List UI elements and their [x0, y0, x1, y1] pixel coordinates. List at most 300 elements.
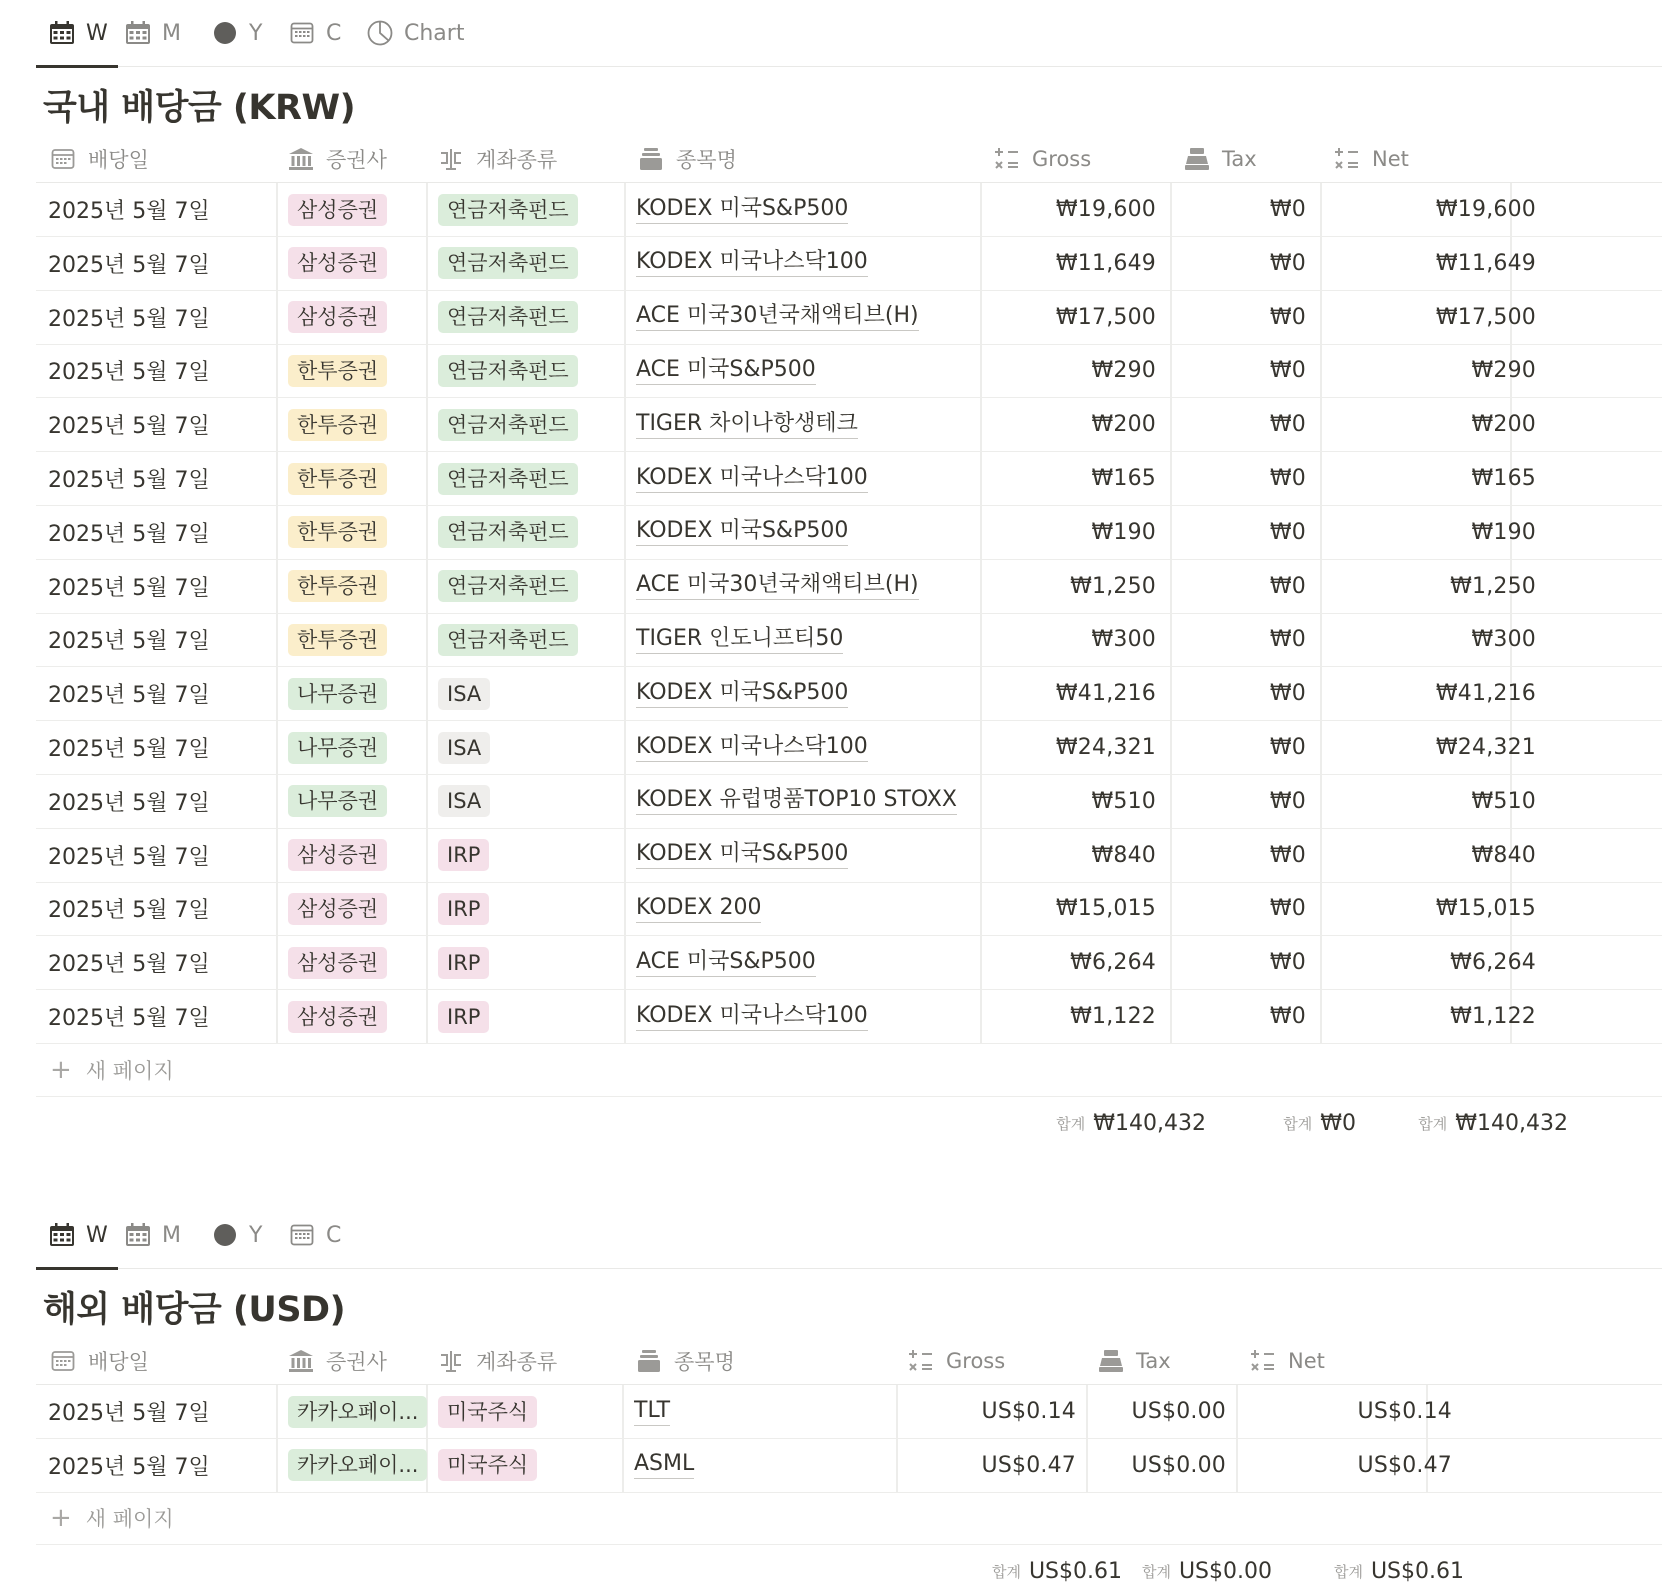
bank-icon: [286, 146, 316, 172]
cell-broker[interactable]: [288, 1385, 433, 1438]
gross-value: ₩190: [1091, 519, 1156, 545]
calendar-grid-icon: [288, 1221, 316, 1249]
header-name[interactable]: [636, 136, 737, 182]
tab-month[interactable]: [124, 1216, 181, 1254]
header-label: 증권사: [326, 148, 387, 172]
tab-chart[interactable]: [366, 14, 464, 52]
cell-date[interactable]: [48, 183, 278, 236]
cell-account[interactable]: [438, 1385, 628, 1438]
sum-net[interactable]: [1336, 1098, 1568, 1148]
net-value: ₩11,649: [1435, 250, 1536, 276]
header-tax[interactable]: [1182, 136, 1257, 182]
cell-net[interactable]: [1326, 560, 1536, 613]
cell-tax[interactable]: [1176, 344, 1306, 397]
tab-year[interactable]: [211, 14, 262, 52]
header-gross[interactable]: [906, 1338, 1005, 1384]
cell-name[interactable]: [636, 882, 986, 935]
broker-tag: 삼성증권: [288, 1001, 387, 1033]
account-tag: 연금저축펀드: [438, 516, 578, 548]
column-divider: [1170, 452, 1172, 505]
column-divider: [1170, 829, 1172, 882]
stock-name-link: KODEX 미국S&P500: [636, 841, 848, 869]
gross-value: ₩11,649: [1055, 250, 1156, 276]
stock-name-link: KODEX 미국S&P500: [636, 518, 848, 546]
header-net[interactable]: [1248, 1338, 1325, 1384]
cell-account[interactable]: [438, 667, 628, 720]
cell-tax[interactable]: [1176, 452, 1306, 505]
header-label: 배당일: [88, 1350, 149, 1374]
cell-account[interactable]: [438, 291, 628, 344]
circle-icon: [211, 19, 239, 47]
sum-tax[interactable]: [1086, 1546, 1272, 1596]
summary-row: [36, 1098, 1662, 1148]
cell-tax[interactable]: [1176, 237, 1306, 290]
column-divider: [1170, 882, 1172, 935]
stack-icon: [634, 1348, 664, 1374]
cell-date[interactable]: [48, 721, 278, 774]
cell-name[interactable]: [634, 1385, 894, 1438]
cell-name[interactable]: [636, 452, 986, 505]
table-row[interactable]: [36, 775, 1662, 829]
date-text: 2025년 5월 7일: [48, 898, 210, 924]
cell-date[interactable]: [48, 936, 278, 989]
new-page-label: 새 페이지: [85, 1059, 174, 1083]
date-text: 2025년 5월 7일: [48, 683, 210, 709]
column-divider: [1086, 1385, 1088, 1438]
cell-net[interactable]: [1326, 183, 1536, 236]
cell-account[interactable]: [438, 237, 628, 290]
cell-tax[interactable]: [1176, 775, 1306, 828]
stock-name-link: TLT: [634, 1398, 670, 1426]
cell-account[interactable]: [438, 560, 628, 613]
table-row[interactable]: [36, 291, 1662, 345]
account-tag: 연금저축펀드: [438, 463, 578, 495]
gross-value: US$0.47: [981, 1452, 1076, 1478]
date-text: 2025년 5월 7일: [48, 629, 210, 655]
cell-broker[interactable]: [288, 936, 433, 989]
cell-name[interactable]: [636, 829, 986, 882]
cell-broker[interactable]: [288, 1439, 433, 1492]
cell-date[interactable]: [48, 1439, 278, 1492]
broker-tag: 한투증권: [288, 516, 387, 548]
net-value: ₩190: [1471, 519, 1536, 545]
cell-name[interactable]: [636, 560, 986, 613]
cell-name[interactable]: [636, 344, 986, 397]
tab-label: C: [326, 20, 342, 46]
table-row[interactable]: [36, 667, 1662, 721]
account-tag: IRP: [438, 839, 489, 871]
cell-tax[interactable]: [1176, 990, 1306, 1043]
header-broker[interactable]: [286, 136, 387, 182]
cell-tax[interactable]: [1176, 560, 1306, 613]
cell-net[interactable]: [1326, 721, 1536, 774]
cell-tax[interactable]: [1176, 667, 1306, 720]
header-date[interactable]: [48, 1338, 149, 1384]
cell-name[interactable]: [636, 936, 986, 989]
broker-tag: 삼성증권: [288, 301, 387, 333]
table-row[interactable]: [36, 990, 1662, 1044]
stock-name-link: TIGER 차이나항생테크: [636, 411, 858, 439]
cell-net[interactable]: [1326, 506, 1536, 559]
date-text: 2025년 5월 7일: [48, 252, 210, 278]
tax-value: ₩0: [1269, 735, 1306, 760]
cell-broker[interactable]: [288, 775, 433, 828]
cell-gross[interactable]: [902, 1385, 1076, 1438]
sum-value: ₩140,432: [1455, 1110, 1568, 1136]
table-row[interactable]: [36, 506, 1662, 560]
new-page-label: 새 페이지: [85, 1507, 174, 1531]
date-text: 2025년 5월 7일: [48, 199, 210, 224]
header-gross[interactable]: [992, 136, 1091, 182]
cell-name[interactable]: [636, 398, 986, 451]
cell-gross[interactable]: [986, 721, 1156, 774]
cell-tax[interactable]: [1176, 398, 1306, 451]
broker-tag: 삼성증권: [288, 839, 387, 871]
cell-tax[interactable]: [1176, 291, 1306, 344]
sum-value: ₩0: [1320, 1110, 1356, 1136]
cell-net[interactable]: [1326, 398, 1536, 451]
cell-net[interactable]: [1326, 667, 1536, 720]
cell-net[interactable]: [1326, 882, 1536, 935]
cell-tax[interactable]: [1176, 183, 1306, 236]
calendar-icon: [48, 146, 78, 172]
cell-date[interactable]: [48, 506, 278, 559]
broker-tag: 나무증권: [288, 785, 387, 817]
cell-gross[interactable]: [986, 291, 1156, 344]
cell-tax[interactable]: [1176, 506, 1306, 559]
header-label: Tax: [1136, 1349, 1171, 1373]
cell-net[interactable]: [1326, 613, 1536, 666]
cell-broker[interactable]: [288, 398, 433, 451]
pie-chart-icon: [366, 19, 394, 47]
formula-icon: [992, 146, 1022, 172]
broker-tag: 삼성증권: [288, 893, 387, 925]
cell-date[interactable]: [48, 775, 278, 828]
tab-week[interactable]: [48, 1216, 108, 1254]
date-text: 2025년 5월 7일: [48, 306, 210, 332]
gross-value: ₩17,500: [1055, 304, 1156, 330]
column-divider: [1170, 344, 1172, 397]
cell-broker[interactable]: [288, 990, 433, 1043]
date-text: 2025년 5월 7일: [48, 952, 210, 978]
column-divider: [1086, 1439, 1088, 1492]
tab-week[interactable]: [48, 14, 108, 52]
header-account[interactable]: [436, 1338, 557, 1384]
cell-gross[interactable]: [986, 936, 1156, 989]
cell-broker[interactable]: [288, 506, 433, 559]
cell-tax[interactable]: [1092, 1385, 1226, 1438]
cell-account[interactable]: [438, 775, 628, 828]
sum-net[interactable]: [1256, 1546, 1464, 1596]
column-divider: [1236, 1385, 1238, 1438]
column-divider: [1320, 452, 1322, 505]
cell-date[interactable]: [48, 291, 278, 344]
cell-gross[interactable]: [986, 560, 1156, 613]
cell-date[interactable]: [48, 882, 278, 935]
column-divider: [1170, 990, 1172, 1043]
net-value: ₩41,216: [1435, 681, 1536, 707]
tab-year[interactable]: [211, 1216, 262, 1254]
cell-account[interactable]: [438, 506, 628, 559]
cell-broker[interactable]: [288, 183, 433, 236]
cell-account[interactable]: [438, 183, 628, 236]
tab-label: Chart: [404, 20, 465, 46]
stock-name-link: ACE 미국30년국채액티브(H): [636, 572, 919, 600]
cell-net[interactable]: [1326, 936, 1536, 989]
cell-date[interactable]: [48, 667, 278, 720]
table-row[interactable]: [36, 882, 1662, 936]
cell-account[interactable]: [438, 882, 628, 935]
column-divider: [1236, 1439, 1238, 1492]
cell-gross[interactable]: [986, 882, 1156, 935]
cell-name[interactable]: [634, 1439, 894, 1492]
cell-broker[interactable]: [288, 882, 433, 935]
header-label: 종목명: [676, 148, 737, 172]
date-text: 2025년 5월 7일: [48, 468, 210, 493]
cell-gross[interactable]: [986, 452, 1156, 505]
cell-broker[interactable]: [288, 613, 433, 666]
cell-name[interactable]: [636, 990, 986, 1043]
cell-date[interactable]: [48, 829, 278, 882]
circle-icon: [211, 1221, 239, 1249]
cell-broker[interactable]: [288, 829, 433, 882]
column-divider: [1170, 398, 1172, 451]
cell-account[interactable]: [438, 936, 628, 989]
cell-date[interactable]: [48, 990, 278, 1043]
stack-icon: [636, 146, 666, 172]
table-row[interactable]: [36, 183, 1662, 237]
new-page-button[interactable]: [36, 1044, 1662, 1097]
stock-name-link: KODEX 미국나스닥100: [636, 1003, 868, 1031]
sum-label: 합계: [1141, 1562, 1171, 1581]
cell-account[interactable]: [438, 452, 628, 505]
date-text: 2025년 5월 7일: [48, 521, 210, 547]
column-divider: [1170, 936, 1172, 989]
account-tag: IRP: [438, 947, 489, 979]
cell-broker[interactable]: [288, 452, 433, 505]
header-date[interactable]: [48, 136, 149, 182]
tax-value: ₩0: [1269, 519, 1306, 545]
cell-broker[interactable]: [288, 237, 433, 290]
cell-date[interactable]: [48, 560, 278, 613]
net-value: US$0.47: [1357, 1452, 1452, 1478]
tax-value: ₩0: [1269, 304, 1306, 330]
tax-value: ₩0: [1269, 842, 1306, 868]
new-page-button[interactable]: [36, 1492, 1662, 1545]
sum-tax[interactable]: [1176, 1098, 1356, 1148]
table-row[interactable]: [36, 721, 1662, 775]
tax-value: ₩0: [1269, 197, 1306, 222]
cell-net[interactable]: [1326, 291, 1536, 344]
cell-tax[interactable]: [1176, 936, 1306, 989]
cell-account[interactable]: [438, 398, 628, 451]
cell-account[interactable]: [438, 344, 628, 397]
cell-net[interactable]: [1326, 829, 1536, 882]
header-net[interactable]: [1332, 136, 1409, 182]
tax-value: ₩0: [1269, 896, 1306, 922]
cell-gross[interactable]: [986, 613, 1156, 666]
header-account[interactable]: [436, 136, 557, 182]
formula-icon: [906, 1348, 936, 1374]
cell-name[interactable]: [636, 775, 986, 828]
cell-account[interactable]: [438, 990, 628, 1043]
cell-tax[interactable]: [1092, 1439, 1226, 1492]
table-row[interactable]: [36, 344, 1662, 398]
cell-name[interactable]: [636, 237, 986, 290]
cell-name[interactable]: [636, 721, 986, 774]
gross-value: ₩15,015: [1055, 896, 1156, 922]
header-label: Gross: [1032, 147, 1092, 171]
cell-gross[interactable]: [986, 990, 1156, 1043]
column-divider: [1320, 291, 1322, 344]
cell-broker[interactable]: [288, 667, 433, 720]
header-tax[interactable]: [1096, 1338, 1171, 1384]
tax-value: US$0.00: [1131, 1399, 1226, 1424]
stock-name-link: KODEX 200: [636, 895, 761, 923]
cell-account[interactable]: [438, 1439, 628, 1492]
cell-gross[interactable]: [986, 775, 1156, 828]
gross-value: ₩510: [1091, 788, 1156, 814]
date-text: 2025년 5월 7일: [48, 844, 210, 870]
cell-gross[interactable]: [986, 237, 1156, 290]
table-row[interactable]: [36, 452, 1662, 506]
cell-date[interactable]: [48, 452, 278, 505]
cell-net[interactable]: [1326, 452, 1536, 505]
net-value: ₩510: [1471, 788, 1536, 814]
net-value: ₩165: [1471, 466, 1536, 491]
net-value: US$0.14: [1357, 1399, 1452, 1424]
account-tag: 미국주식: [438, 1396, 537, 1428]
table-row[interactable]: [36, 613, 1662, 667]
date-text: 2025년 5월 7일: [48, 414, 210, 440]
table-row[interactable]: [36, 936, 1662, 990]
header-name[interactable]: [634, 1338, 735, 1384]
calendar-week-icon: [48, 19, 76, 47]
cell-gross[interactable]: [986, 344, 1156, 397]
cell-gross[interactable]: [986, 829, 1156, 882]
header-broker[interactable]: [286, 1338, 387, 1384]
cell-date[interactable]: [48, 398, 278, 451]
tab-calendar[interactable]: [288, 14, 341, 52]
cell-broker[interactable]: [288, 560, 433, 613]
tax-value: US$0.00: [1131, 1452, 1226, 1478]
broker-tag: 삼성증권: [288, 247, 387, 279]
sum-value: US$0.61: [1028, 1558, 1122, 1584]
stock-name-link: TIGER 인도니프티50: [636, 626, 843, 654]
table-row[interactable]: [36, 560, 1662, 614]
table-row[interactable]: [36, 829, 1662, 883]
tax-value: ₩0: [1269, 788, 1306, 814]
cell-name[interactable]: [636, 506, 986, 559]
header-label: 배당일: [88, 148, 149, 172]
date-text: 2025년 5월 7일: [48, 790, 210, 816]
sum-label: 합계: [1056, 1114, 1086, 1133]
column-divider: [1320, 882, 1322, 935]
table-header: [36, 136, 1662, 183]
cell-date[interactable]: [48, 237, 278, 290]
column-divider: [1320, 775, 1322, 828]
sum-gross[interactable]: [986, 1098, 1206, 1148]
tab-month[interactable]: [124, 14, 181, 52]
date-text: 2025년 5월 7일: [48, 1454, 210, 1480]
cell-net[interactable]: [1326, 237, 1536, 290]
column-divider: [1170, 506, 1172, 559]
gross-value: ₩300: [1091, 627, 1156, 653]
cell-tax[interactable]: [1176, 721, 1306, 774]
cell-net[interactable]: [1242, 1385, 1452, 1438]
cell-net[interactable]: [1326, 775, 1536, 828]
column-divider: [1320, 829, 1322, 882]
column-divider: [1170, 721, 1172, 774]
cell-gross[interactable]: [986, 506, 1156, 559]
gross-value: US$0.14: [981, 1399, 1076, 1424]
cell-gross[interactable]: [902, 1439, 1076, 1492]
gross-value: ₩840: [1091, 842, 1156, 868]
broker-tag: 삼성증권: [288, 947, 387, 979]
cell-broker[interactable]: [288, 291, 433, 344]
cell-tax[interactable]: [1176, 882, 1306, 935]
date-text: 2025년 5월 7일: [48, 575, 210, 601]
cell-broker[interactable]: [288, 721, 433, 774]
section-title: 해외 배당금 (USD): [43, 1290, 346, 1330]
cell-net[interactable]: [1326, 344, 1536, 397]
cell-date[interactable]: [48, 1385, 278, 1438]
cell-account[interactable]: [438, 721, 628, 774]
table-row[interactable]: [36, 237, 1662, 291]
table-row[interactable]: [36, 1439, 1662, 1493]
net-value: ₩6,264: [1450, 950, 1536, 976]
tab-calendar[interactable]: [288, 1216, 341, 1254]
cell-date[interactable]: [48, 613, 278, 666]
gross-value: ₩200: [1091, 412, 1156, 438]
account-tag: ISA: [438, 785, 490, 817]
calendar-month-icon: [124, 1221, 152, 1249]
stock-name-link: KODEX 미국S&P500: [636, 680, 848, 708]
table-row[interactable]: [36, 398, 1662, 452]
cell-net[interactable]: [1326, 990, 1536, 1043]
cell-tax[interactable]: [1176, 829, 1306, 882]
cell-name[interactable]: [636, 183, 986, 236]
account-tag: 연금저축펀드: [438, 301, 578, 333]
table-row[interactable]: [36, 1385, 1662, 1439]
header-label: 계좌종류: [476, 148, 558, 172]
account-tag: ISA: [438, 678, 490, 710]
date-text: 2025년 5월 7일: [48, 737, 210, 762]
sum-value: US$0.61: [1370, 1558, 1464, 1584]
cell-name[interactable]: [636, 667, 986, 720]
cell-date[interactable]: [48, 344, 278, 397]
cell-gross[interactable]: [986, 667, 1156, 720]
account-tag: 연금저축펀드: [438, 624, 578, 656]
date-text: 2025년 5월 7일: [48, 1401, 210, 1426]
stock-name-link: ACE 미국30년국채액티브(H): [636, 303, 919, 331]
cell-tax[interactable]: [1176, 613, 1306, 666]
cell-account[interactable]: [438, 613, 628, 666]
cell-account[interactable]: [438, 829, 628, 882]
net-value: ₩15,015: [1435, 896, 1536, 922]
plus-icon: +: [50, 1503, 72, 1533]
account-tag: ISA: [438, 732, 490, 764]
cell-gross[interactable]: [986, 398, 1156, 451]
summary-row: [36, 1546, 1662, 1596]
cell-net[interactable]: [1242, 1439, 1452, 1492]
cell-name[interactable]: [636, 613, 986, 666]
cell-broker[interactable]: [288, 344, 433, 397]
column-divider: [1170, 667, 1172, 720]
cell-name[interactable]: [636, 291, 986, 344]
account-tag: 연금저축펀드: [438, 247, 578, 279]
cell-gross[interactable]: [986, 183, 1156, 236]
